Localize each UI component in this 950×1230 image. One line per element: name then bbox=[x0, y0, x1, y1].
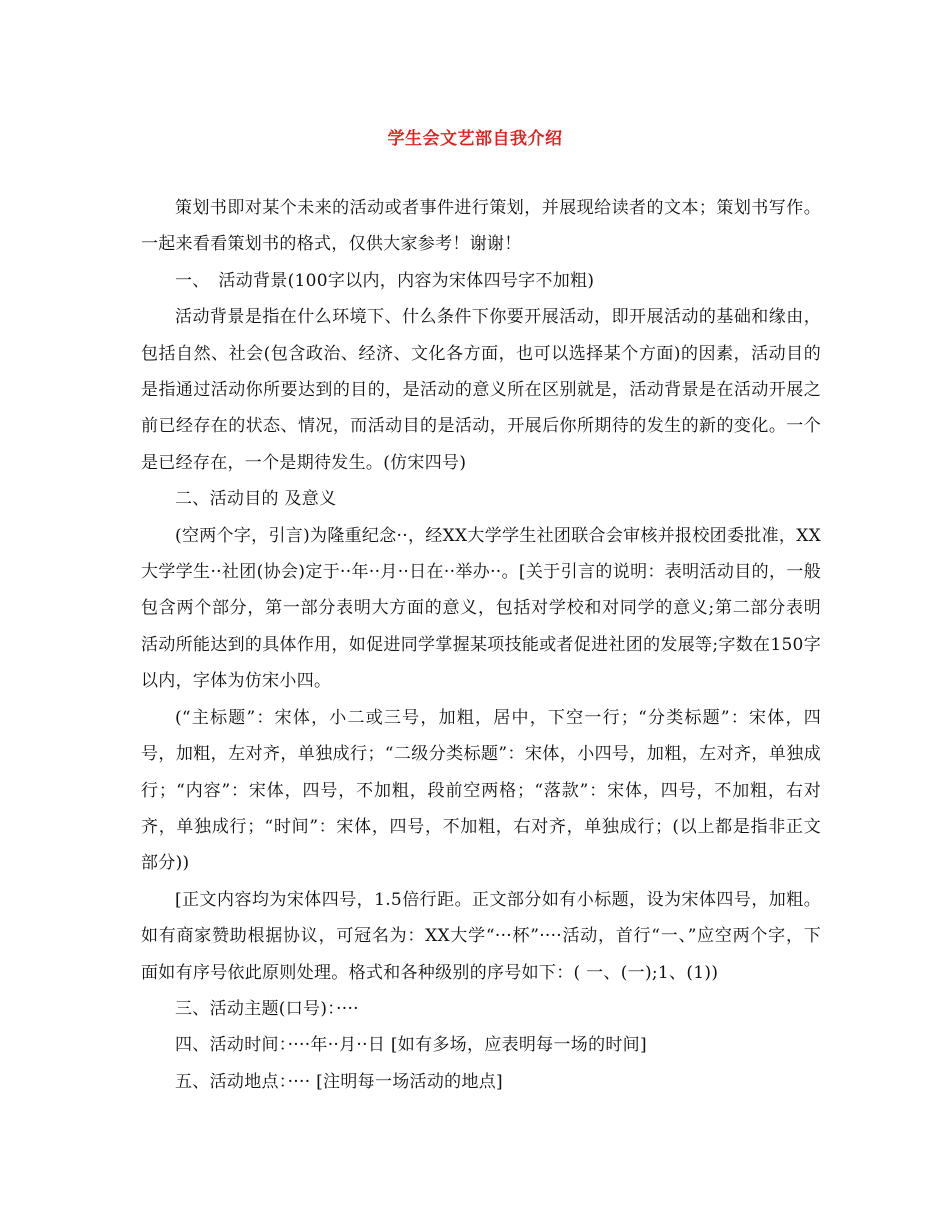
item-time: 四、活动时间：····年··月··日 [如有多场，应表明每一场的时间] bbox=[175, 1035, 647, 1056]
item-theme: 三、活动主题(口号)：···· bbox=[175, 998, 359, 1019]
paragraph-background: 活动背景是指在什么环境下、什么条件下你要开展活动，即开展活动的基础和缘由，包括自然、社会(包含政治、经济、文化各方面，也可以选择某个方面)的因素，活动目的是指通过活动你所要达到的目的，是活动的意义所在区别就是，活动背景是在活动开展之前已经存在的状态、情况，而活动目的是活动，开展后你所期待的发生的新的变化。一个是已经存在，一个是期待发生。(仿宋四号) bbox=[141, 307, 821, 473]
paragraph-intro: 策划书即对某个未来的活动或者事件进行策划，并展现给读者的文本；策划书写作。一起来看看策划书的格式，仅供大家参考！谢谢！ bbox=[141, 198, 821, 255]
document-body bbox=[141, 190, 821, 1100]
paragraph-purpose: (空两个字，引言)为隆重纪念··，经XX大学学生社团联合会审核并报校团委批准，XX大学学生··社团(协会)定于··年··月··日在··举办··。[关于引言的说明：表明活动目的，一般包含两个部分，第一部分表明大方面的意义，包括对学校和对同学的意义;第二部分表明活动所能达到的具体作用，如促进同学掌握某项技能或者促进社团的发展等;字数在150字以内，字体为仿宋小四。 bbox=[141, 525, 821, 692]
heading-background: 一、 活动背景(100字以内，内容为宋体四号字不加粗) bbox=[175, 270, 595, 291]
item-location: 五、活动地点：···· [注明每一场活动的地点] bbox=[175, 1071, 503, 1092]
paragraph-format-notes: (“主标题”：宋体，小二或三号，加粗，居中，下空一行；“分类标题”：宋体，四号，加粗，左对齐，单独成行；“二级分类标题”：宋体，小四号，加粗，左对齐，单独成行；“内容”：宋体，四号，不加粗，段前空两格；“落款”：宋体，四号，不加粗，右对齐，单独成行；“时间”：宋体，四号，不加粗，右对齐，单独成行；(以上都是指非正文部分)) bbox=[141, 707, 821, 874]
paragraph-body-format: [正文内容均为宋体四号，1.5倍行距。正文部分如有小标题，设为宋体四号，加粗。如有商家赞助根据协议，可冠名为：XX大学“···杯”····活动，首行“一、”应空两个字，下面如有序号依此原则处理。格式和各种级别的序号如下：( 一、(一);1、(1)) bbox=[141, 889, 821, 983]
heading-purpose: 二、活动目的 及意义 bbox=[175, 489, 337, 510]
document-title: 学生会文艺部自我介绍 bbox=[387, 129, 563, 149]
